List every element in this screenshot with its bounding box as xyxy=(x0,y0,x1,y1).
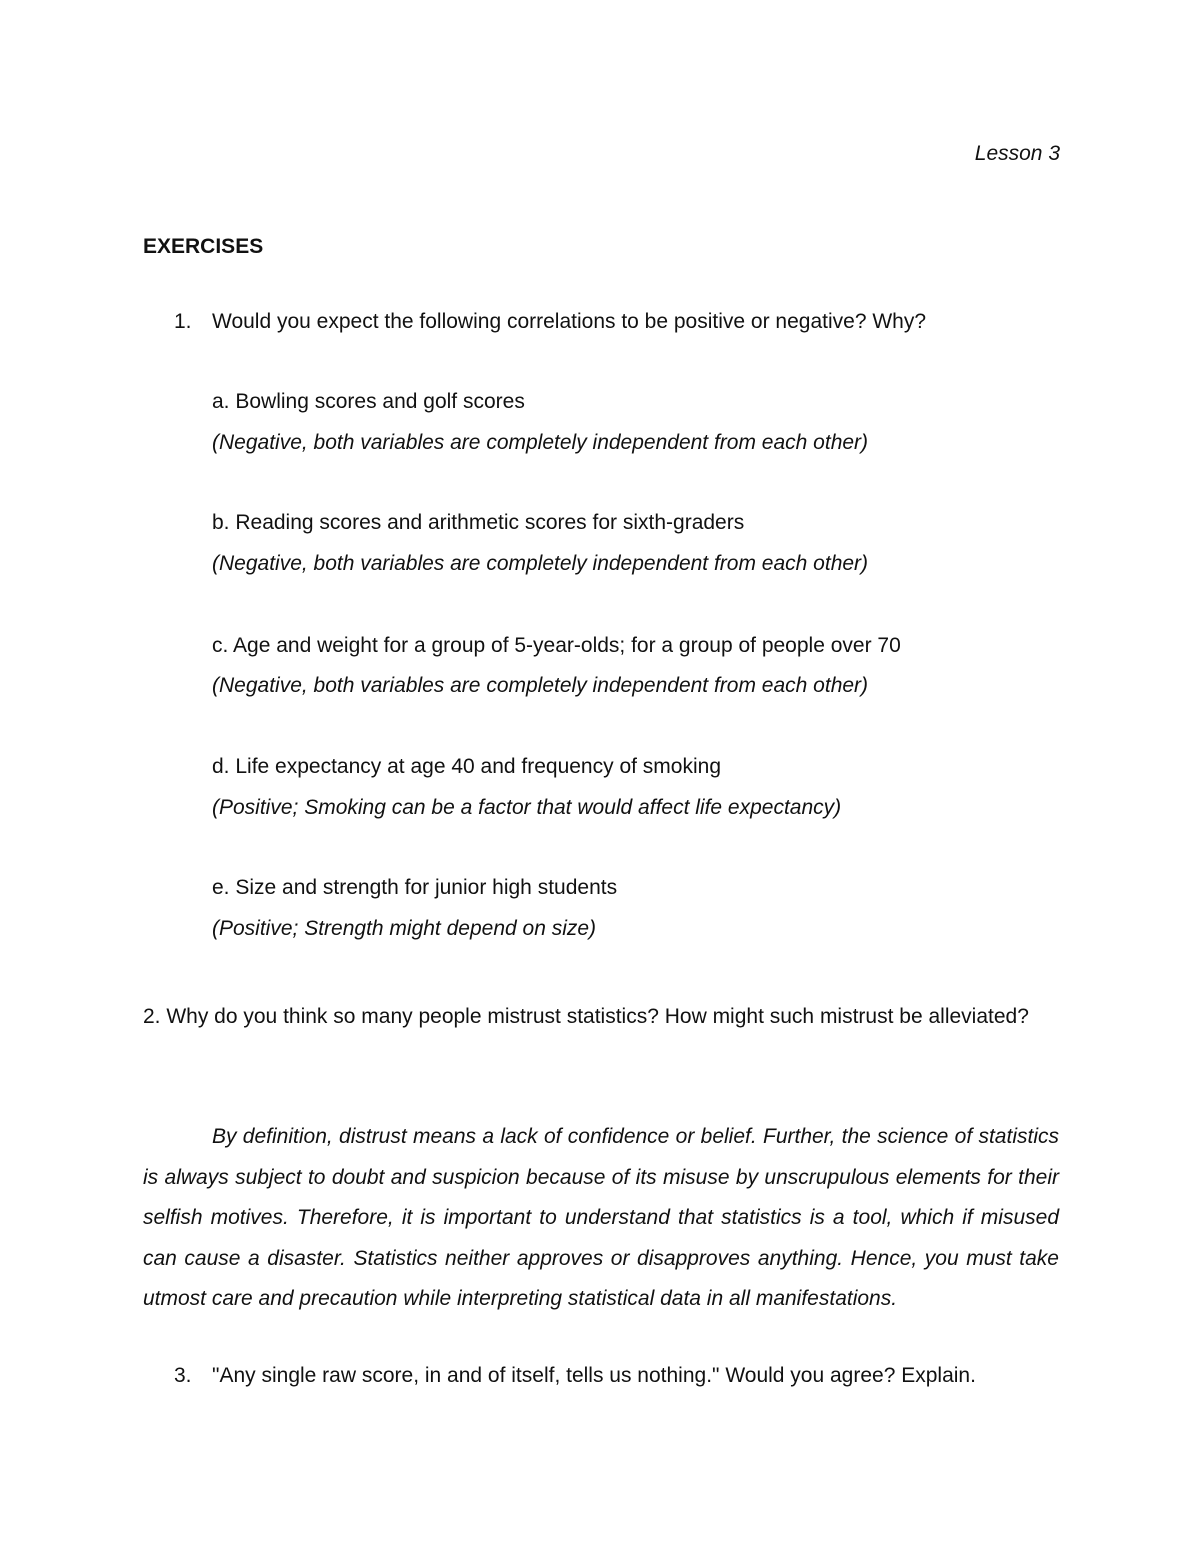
question-2-text: 2. Why do you think so many people mistrust statistics? How might such mistrust be alleviated? xyxy=(143,1005,1029,1028)
lesson-label: Lesson 3 xyxy=(974,142,1060,165)
item-d-answer: (Positive; Smoking can be a factor that would affect life expectancy) xyxy=(212,796,842,819)
question-2-answer: By definition, distrust means a lack of confidence or belief. Further, the science of statistics is always subject to doubt and suspicion because of its misuse by unscrupulous elements for their selfish motives. Therefore, it is important to understand that statistics is a tool, which if misused can cause a disaster. Statistics neither approves or disapproves anything. Hence, you must take utmost care and precaution while interpreting statistical data in all manifestations. xyxy=(143,1125,1059,1310)
item-c-label: c. Age and weight for a group of 5-year-olds; for a group of people over 70 xyxy=(212,634,901,657)
item-c-answer: (Negative, both variables are completely independent from each other) xyxy=(212,674,869,697)
item-b-answer: (Negative, both variables are completely independent from each other) xyxy=(212,552,869,575)
item-e-answer: (Positive; Strength might depend on size) xyxy=(212,917,597,940)
question-1-text: Would you expect the following correlations to be positive or negative? Why? xyxy=(212,310,927,333)
item-a-answer: (Negative, both variables are completely independent from each other) xyxy=(212,431,869,454)
item-b-label: b. Reading scores and arithmetic scores for sixth-graders xyxy=(212,511,745,534)
question-3-number: 3. xyxy=(174,1364,192,1387)
item-a-label: a. Bowling scores and golf scores xyxy=(212,390,525,413)
question-3-text: "Any single raw score, in and of itself, tells us nothing." Would you agree? Explain. xyxy=(212,1364,976,1387)
item-e-label: e. Size and strength for junior high students xyxy=(212,876,618,899)
item-d-label: d. Life expectancy at age 40 and frequency of smoking xyxy=(212,755,721,778)
section-title: EXERCISES xyxy=(143,235,264,258)
question-1-number: 1. xyxy=(174,310,192,333)
